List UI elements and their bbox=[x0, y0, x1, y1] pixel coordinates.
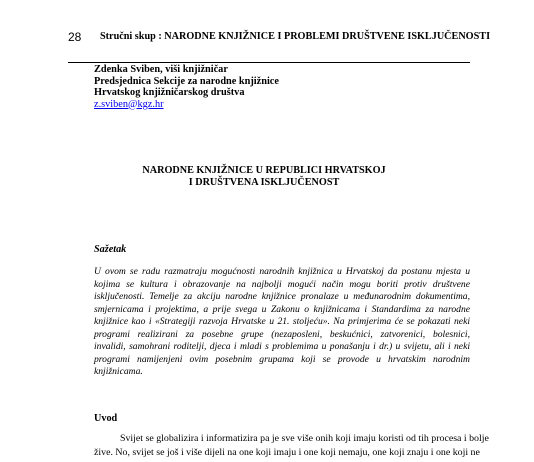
paper-title bbox=[94, 165, 434, 188]
author-email-link[interactable]: z.sviben@kgz.hr bbox=[94, 98, 164, 110]
abstract-line: isključenosti. Temelje za akciju narodne knjižnice pronalaze u međunarodnim dokumentima, bbox=[94, 291, 470, 302]
body-line: Svijet se globalizira i informatizira pa je sve više onih koji imaju koristi od tih procesa i bolje bbox=[120, 433, 489, 444]
running-title: Stručni skup : NARODNE KNJIŽNICE I PROBLEMI DRUŠTVENE ISKLJUČENOSTI bbox=[100, 31, 491, 42]
abstract-line: knjižnicama. bbox=[94, 366, 143, 377]
abstract-line: invalidi, samohrani roditelji, djeca i mladi s problemima u ponašanju i dr.) u svijetu, ali i neki bbox=[94, 341, 470, 352]
body-paragraph bbox=[94, 432, 489, 459]
abstract-line: smjernicama i projektima, a prije svega u Zakonu o knjižnicama i Standardima za narodne bbox=[94, 303, 470, 315]
body-line: žive. No, svijet se još i više dijeli na one koji imaju i one koji nemaju, one koji znaju i one koji ne bbox=[94, 446, 480, 458]
page-header bbox=[68, 30, 491, 46]
abstract-text bbox=[94, 266, 470, 379]
abstract-line: kojima se kultura i obrazovanje na najbolji mogući način mogu boriti protiv društvene bbox=[94, 278, 470, 290]
abstract-line: U ovom se radu razmatraju mogućnosti narodnih knjižnica u Hrvatskoj da postanu mjesta u bbox=[94, 266, 470, 277]
abstract-heading: Sažetak bbox=[94, 244, 127, 255]
author-block bbox=[94, 64, 279, 110]
header-rule bbox=[68, 62, 470, 63]
author-organization: Hrvatskog knjižničarskog društva bbox=[94, 87, 245, 98]
title-line: I DRUŠTVENA ISKLJUČENOST bbox=[188, 176, 340, 188]
abstract-line: programi namijenjeni ovim posebnim grupama koji se provode u hrvatskim narodnim bbox=[94, 353, 470, 365]
page-number: 28 bbox=[68, 30, 82, 44]
abstract-line: programi realizirani za posebne grupe (nezaposleni, beskućnici, zatvorenici, bolesnici, bbox=[94, 328, 470, 340]
section-heading: Uvod bbox=[94, 413, 118, 424]
author-role: Predsjednica Sekcije za narodne knjižnice bbox=[94, 75, 279, 87]
title-line: NARODNE KNJIŽNICE U REPUBLICI HRVATSKOJ bbox=[142, 165, 386, 176]
author-name: Zdenka Sviben, viši knjižničar bbox=[94, 64, 228, 75]
abstract-line: knjižnice kao i «Strategiji razvoja Hrvatske u 21. stoljeću». Na primjerima će se pokazati neki bbox=[94, 316, 470, 327]
